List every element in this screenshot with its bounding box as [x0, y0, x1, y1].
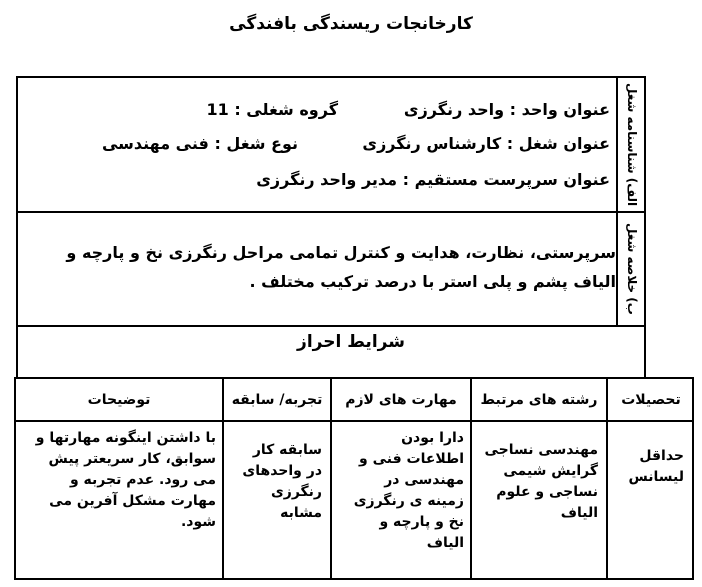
cell-notes: با داشتن اینگونه مهارتها و سوابق، کار سریعتر پیش می رود. عدم تجربه و مهارت مشکل آفرین می شود. [35, 430, 216, 530]
summary-side-label: ب) خلاصه شغل [625, 223, 639, 315]
job-type: نوع شغل : فنی مهندسی [101, 134, 298, 153]
col-header-notes: توضیحات [87, 392, 151, 408]
page-title: کارخانجات ریسندگی بافندگی [229, 14, 473, 34]
col-header-experience: تجربه/ سابقه [231, 392, 323, 408]
col-header-education: تحصیلات [621, 392, 681, 408]
qualifications-heading: شرایط احراز [297, 332, 405, 352]
col-header-fields: رشته های مرتبط [480, 392, 598, 408]
job-group: گروه شغلی : 11 [206, 100, 338, 119]
col-header-skills: مهارت های لازم [345, 392, 457, 408]
cell-fields: مهندسی نساجی گرایش شیمی نساجی و علوم الیاف [484, 442, 598, 521]
table-header-divider [14, 420, 694, 422]
unit-title: عنوان واحد : واحد رنگرزی [403, 100, 610, 119]
cell-skills: دارا بودن اطلاعات فنی و مهندسی در زمینه ی رنگرزی نخ و پارچه و الیاف [353, 430, 464, 551]
cell-experience: سابقه کار در واحدهای رنگرزی مشابه [242, 442, 322, 521]
supervisor: عنوان سرپرست مستقیم : مدیر واحد رنگرزی [256, 170, 610, 189]
identity-side-label: الف) شناسنامه شغل [625, 82, 639, 207]
summary-text: سرپرستی، نظارت، هدایت و کنترل تمامی مراحل رنگرزی نخ و پارچه و الیاف پشم و پلی استر با درصد ترکیب مختلف . [66, 243, 616, 291]
job-title: عنوان شغل : کارشناس رنگرزی [362, 134, 610, 153]
cell-education: حداقل لیسانس [628, 448, 684, 485]
